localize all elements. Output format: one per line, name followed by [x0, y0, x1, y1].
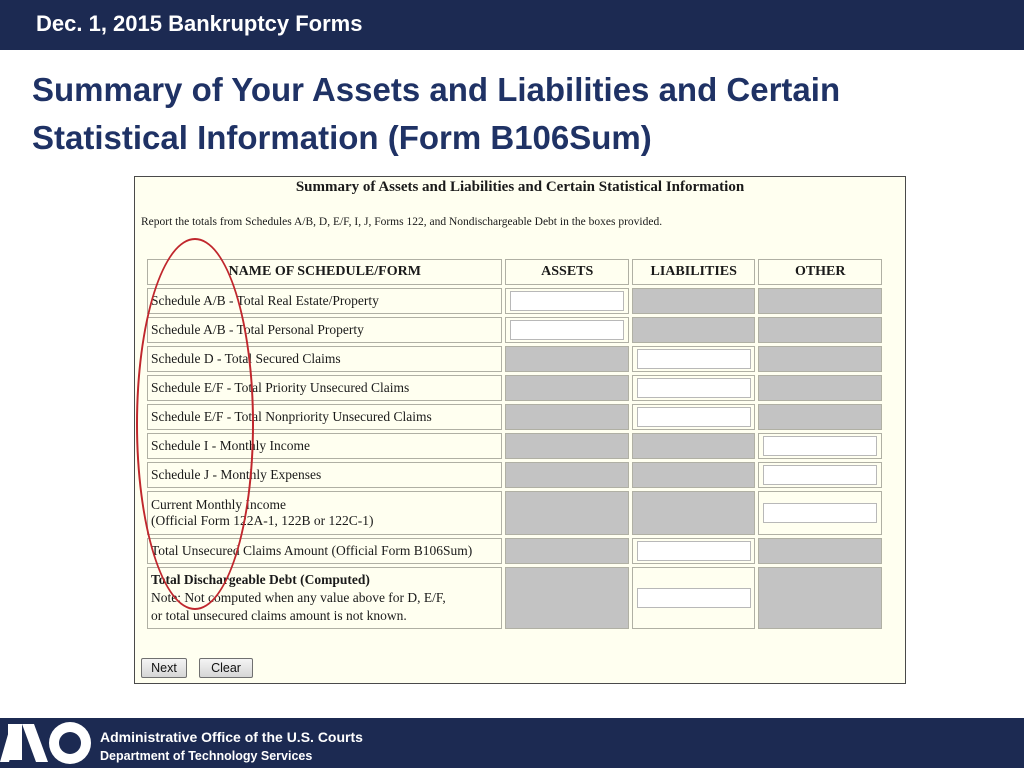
other-cell [758, 375, 882, 401]
table-row [147, 433, 882, 459]
dischargeable-debt-input[interactable] [637, 588, 751, 608]
assets-cell [505, 375, 629, 401]
clear-button[interactable]: Clear [199, 658, 253, 678]
assets-cell [505, 317, 629, 343]
other-cell [758, 433, 882, 459]
liabilities-cell [632, 433, 756, 459]
row-label-text: Schedule E/F - Total Priority Unsecured Claims [151, 380, 410, 395]
discharge-note-line-2: or total unsecured claims amount is not known. [151, 608, 407, 623]
row-label [147, 433, 502, 459]
discharge-row [147, 567, 882, 629]
column-header-name: NAME OF SCHEDULE/FORM [147, 259, 502, 285]
assets-cell [505, 567, 629, 629]
footer-bar [0, 718, 1024, 768]
assets-cell [505, 346, 629, 372]
other-cell [758, 567, 882, 629]
slide-title [32, 66, 932, 162]
row-label [147, 317, 502, 343]
row-label [147, 462, 502, 488]
form-instructions: Report the totals from Schedules A/B, D, E/F, I, J, Forms 122, and Nondischargeable Debt in the boxes provided. [141, 216, 663, 228]
column-header-liabilities: LIABILITIES [632, 259, 756, 285]
row-label [147, 375, 502, 401]
slide-title-line-1: Summary of Your Assets and Liabilities and Certain [32, 71, 841, 108]
liabilities-cell [632, 538, 756, 564]
other-cell [758, 491, 882, 535]
other-cell [758, 462, 882, 488]
other-cell [758, 404, 882, 430]
row-label-text: Schedule J - Monthly Expenses [151, 467, 322, 482]
other-amount-input[interactable] [763, 436, 877, 456]
assets-amount-input[interactable] [510, 320, 624, 340]
top-banner [0, 0, 1024, 50]
row-label [147, 288, 502, 314]
row-label-text: Current Monthly Income [151, 497, 286, 512]
discharge-row-label [147, 567, 502, 629]
row-label-text: Schedule A/B - Total Personal Property [151, 322, 364, 337]
schedule-table [144, 256, 885, 632]
liabilities-cell [632, 317, 756, 343]
table-row [147, 491, 882, 535]
next-button[interactable]: Next [141, 658, 187, 678]
row-label [147, 491, 502, 535]
table-row [147, 288, 882, 314]
liabilities-amount-input[interactable] [637, 349, 751, 369]
footer-department: Department of Technology Services [100, 749, 313, 763]
discharge-note-line-1: Note: Not computed when any value above for D, E/F, [151, 590, 446, 605]
liabilities-amount-input[interactable] [637, 378, 751, 398]
liabilities-amount-input[interactable] [637, 541, 751, 561]
liabilities-cell [632, 462, 756, 488]
table-row [147, 404, 882, 430]
row-label-text: Schedule E/F - Total Nonpriority Unsecured Claims [151, 409, 432, 424]
table-row [147, 346, 882, 372]
assets-cell [505, 288, 629, 314]
table-row [147, 462, 882, 488]
liabilities-amount-input[interactable] [637, 407, 751, 427]
table-row [147, 375, 882, 401]
liabilities-cell [632, 567, 756, 629]
other-cell [758, 346, 882, 372]
liabilities-cell [632, 375, 756, 401]
discharge-label-bold: Total Dischargeable Debt (Computed) [151, 572, 370, 587]
row-label-text: Total Unsecured Claims Amount (Official Form B106Sum) [151, 543, 473, 558]
table-row [147, 317, 882, 343]
row-label-text: Schedule A/B - Total Real Estate/Property [151, 293, 379, 308]
row-label-text: Schedule D - Total Secured Claims [151, 351, 341, 366]
row-label-subtext: (Official Form 122A-1, 122B or 122C-1) [151, 513, 374, 528]
row-label [147, 404, 502, 430]
column-header-assets: ASSETS [505, 259, 629, 285]
row-label [147, 538, 502, 564]
ao-logo [0, 718, 96, 768]
banner-title: Dec. 1, 2015 Bankruptcy Forms [36, 11, 363, 36]
other-cell [758, 288, 882, 314]
assets-cell [505, 404, 629, 430]
other-cell [758, 317, 882, 343]
liabilities-cell [632, 288, 756, 314]
other-amount-input[interactable] [763, 503, 877, 523]
row-label-text: Schedule I - Monthly Income [151, 438, 310, 453]
form-screenshot [134, 176, 906, 684]
table-header-row [147, 259, 882, 285]
footer-org-name: Administrative Office of the U.S. Courts [100, 729, 363, 745]
liabilities-cell [632, 346, 756, 372]
table-row [147, 538, 882, 564]
assets-cell [505, 462, 629, 488]
assets-cell [505, 491, 629, 535]
liabilities-cell [632, 491, 756, 535]
assets-cell [505, 433, 629, 459]
liabilities-cell [632, 404, 756, 430]
assets-amount-input[interactable] [510, 291, 624, 311]
assets-cell [505, 538, 629, 564]
slide-title-line-2: Statistical Information (Form B106Sum) [32, 119, 652, 156]
schedule-table-body [147, 288, 882, 629]
row-label [147, 346, 502, 372]
other-cell [758, 538, 882, 564]
form-heading: Summary of Assets and Liabilities and Certain Statistical Information [295, 179, 745, 195]
column-header-other: OTHER [758, 259, 882, 285]
other-amount-input[interactable] [763, 465, 877, 485]
